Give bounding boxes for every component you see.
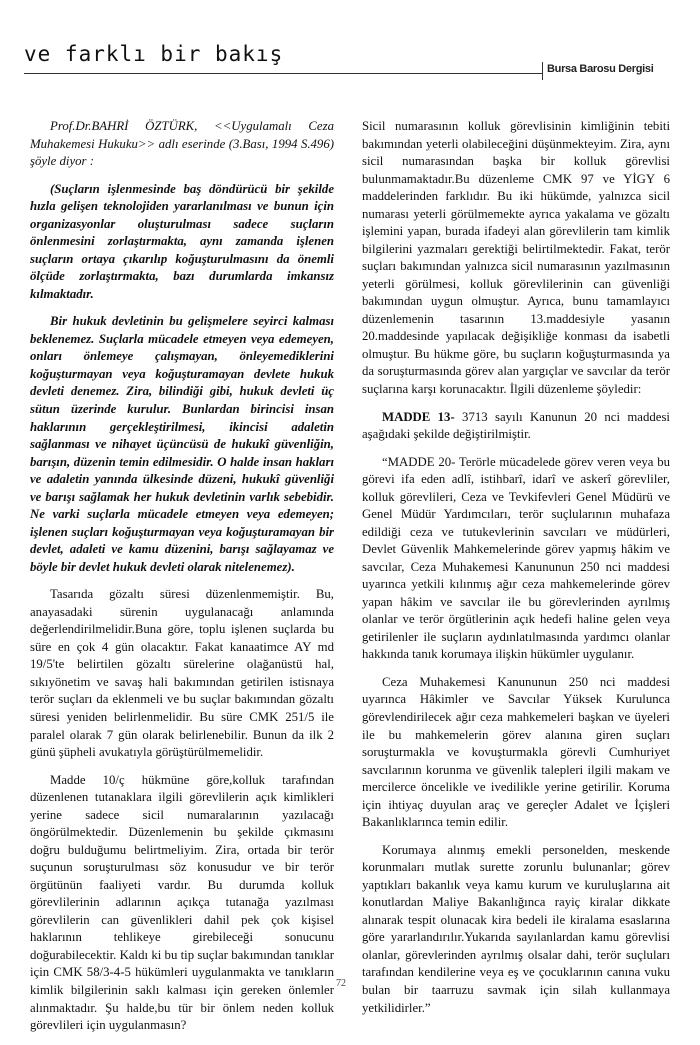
- paragraph: Tasarıda gözaltı süresi düzenlenmemiştir. Bu, anayasadaki sürenin uygulanacağı anlamında değerlendirilmelidir.Buna göre, toplu işlenen suçlarda bu süre en çok 4 gün olacaktır. Fakat kanaatimce AY md 19/5'te belirtilen gözaltı sürelerine olağanüstü hal, sıkıyönetim ve savaş hali bakımından getirilen istisnaya terör suçları da eklenmeli ve bu suçlar bakımından gözaltı süresi yeniden belirlenmelidir. Bu süre CMK 251/5 ile paralel olarak 7 gün olarak belirlenebilir. Bunun da ilk 2 günü şüpheli avukatıyla görüştürülmemelidir.: [30, 587, 334, 760]
- header-separator: [542, 62, 543, 80]
- law-text-paragraph: “MADDE 20- Terörle mücadelede görev veren veya bu görevi ifa eden adlî, istihbarî, idarî ve askerî görevliler, kolluk görevlileri, Ceza ve Tevkifevleri Genel Müdürü ve Genel Müdür Yardımcıları, terör suçlularının muhafaza edildiği ceza ve tutukevlerinin savcıları ve müdürleri, Devlet Güvenlik Mahkemelerinde görev yapmış hâkim ve savcılar, Ceza Muhakemesi Kanununun 250 nci maddesi uyarınca yetkili kılınmış ağır ceza mahkemelerinde görev yapan hâkim ve savcılar ile bu görevlerinden ayrılmış olanlar ve terör örgütlerinin açık hedefi haline gelen veya getirilenler ile suçların aydınlatılmasında yardımcı olanlar hakkında tanık korumaya ilişkin hükümler uygulanır.: [362, 454, 670, 662]
- law-text-paragraph: Korumaya alınmış emekli personelden, meskende korunmaları mutlak surette zorunlu bulunanlar; görev yaptıkları bakanlık veya kamu kurum ve kuruluşlarına ait konutlardan Maliye Bakanlığınca rayiç kiralar dikkate alınarak tespit olunacak kira bedeli ile kiralama esaslarına göre yararlandırılır.Yukarıda sayılanlardan kamu görevlisi olanlar, görevlerinden ayrılmış olsalar dahi, terör suçluları tarafından kendilerine veya eş ve çocuklarının canına vuku bulan bir taarruzu savmak için silah kullanmaya yetkilidirler.”: [362, 842, 670, 1015]
- law-text-paragraph: Ceza Muhakemesi Kanununun 250 nci maddesi uyarınca Hâkimler ve Savcılar Yüksek Kurulunca görevlendirilecek ağır ceza mahkemeleri başkan ve üyeleri ile bu mahkemelerin görev alanına giren suçları soruşturmakla ve kovuşturmakla görevli Cumhuriyet savcılarının korunma ve güvenlik talepleri ilgili makam ve mercilerce öncelikle ve ivedilikle yerine getirilir. Koruma için ihtiyaç duyulan araç ve gereçler Adalet ve İçişleri Bakanlıklarınca temin edilir.: [362, 674, 670, 830]
- article-label: MADDE 13-: [382, 409, 455, 424]
- article-heading-paragraph: [362, 409, 670, 444]
- paragraph: Madde 10/ç hükmüne göre,kolluk tarafından düzenlenen tutanaklara ilgili görevlilerin açık kimlikleri yerine sadece sicil numaralarının yazılacağı öngörülmektedir. Düzenlemenin bu şekilde çıkmasını doğru bulduğumu belirtmeliyim. Zira, ortada bir terör suçunun soruşturulması söz konusudur ve bir terör örgütünün faaliyeti vardır. Bu durumda kolluk görevlilerinin adlarının açıkça tutanağa yazılması görevlilerin can güvenlikleri dahil pek çok kişisel haklarının tehlikeye girebileceği sonucunu doğurabilecektir. Kaldı ki bu tip suçlar bakımından tanıklar için CMK 58/3-4-5 hükümleri uygulanmakta ve tanıkların kimlik bilgilerinin saklı kalması için gereken önlemler alınmaktadır. Şu halde,bu tür bir önlem neden kolluk görevlileri için uygulanmasın?: [30, 772, 334, 1033]
- journal-name: Bursa Barosu Dergisi: [547, 63, 654, 75]
- paragraph: Prof.Dr.BAHRİ ÖZTÜRK, <<Uygulamalı Ceza Muhakemesi Hukuku>> adlı eserinde (3.Bası, 1994 S.496) şöyle diyor :: [30, 119, 334, 169]
- section-title: ve farklı bir bakış: [24, 42, 284, 66]
- header-rule: [24, 73, 542, 74]
- quote-paragraph: (Suçların işlenmesinde baş döndürücü bir şekilde hızla gelişen teknolojiden yararlanılması ve bunun için organizasyonlar oluşturulması sadece suçların önlenmesini zorlaştırmakta, aynı zamanda işlenen suçların ortaya çıkarılıp koğuşturulmasını da önemli ölçüde zorlaştırmakta, bazı durumlarda imkansız kılmaktadır.: [30, 181, 334, 301]
- paragraph: Sicil numarasının kolluk görevlisinin kimliğinin tebiti bakımından yeterli olabileceğini düşünmekteyim. Zira, aynı sicil numarasından başka bir kolluk görevlisi bulunmamaktadır.Bu düzenleme CMK 97 ve YİGY 6 maddelerinden farklıdır. Bu iki hükümde, yalnızca sicil numarası yeterli görülmemekte ayrıca yakalama ve gözaltı işlemini yapan, burada ifadeyi alan görevlilerin tam kimlik bilgilerini yazmaları gerektiği belirtilmektedir. Fakat, terör suçları bakımından yalnızca sicil numarasının yazılmasının yeterli görülmesi, kolluk görevlilerinin can güvenliği bakımından uygun olmuştur. Ayrıca, bunu tamamlayıcı düzenlemenin tasarının 13.maddesiyle yasanın 20.maddesinde yapılacak değişikliğe konması da isabetli olmuştur. Bu hükme göre, bu suçların koğuşturmasında ya da soruşturmasında görev alan yargıçlar ve savcılar da terör suçlarına karşı korunacaktır. İlgili düzenleme şöyledir:: [362, 119, 670, 396]
- right-column: [362, 118, 670, 1027]
- left-column: [30, 118, 334, 1045]
- page-number: 72: [336, 978, 346, 989]
- article-text: 3713 sayılı Kanunun 20 nci maddesi aşağıdaki şekilde değiştirilmiştir.: [362, 409, 670, 442]
- quote-paragraph: Bir hukuk devletinin bu gelişmelere seyirci kalması beklenemez. Suçlarla mücadele etmeyen veya edemeyen, onları önlemeye çalışmayan, önleyemediklerini koğuşturmayan veya koğuşturamayan devlete hukuk devleti denemez. Zira, bilindiği gibi, hukuk devleti üç sütun üzerinde kurulur. Bunlardan birincisi insan haklarının gerçekleştirilmesi, ikincisi adaletin sağlanması ve nihayet üçüncüsü de hukukî güvenliğin, barışın, düzenin temin edilmesidir. O halde insan hakları ve adaletin yanında ülkesinde düzeni, hukukî güvenliği ve barışı sağlamak her hukuk devletinin varlık sebebidir. Ne varki suçlarla mücadele etmeyen veya edemeyen; işlenen suçları koğuşturmayan veya koğuşturamayan bir devlet, adaleti ve kamu düzenini, barışı sağlayamaz ve böyle bir devlet hukuk devleti olarak nitelenemez).: [30, 314, 334, 574]
